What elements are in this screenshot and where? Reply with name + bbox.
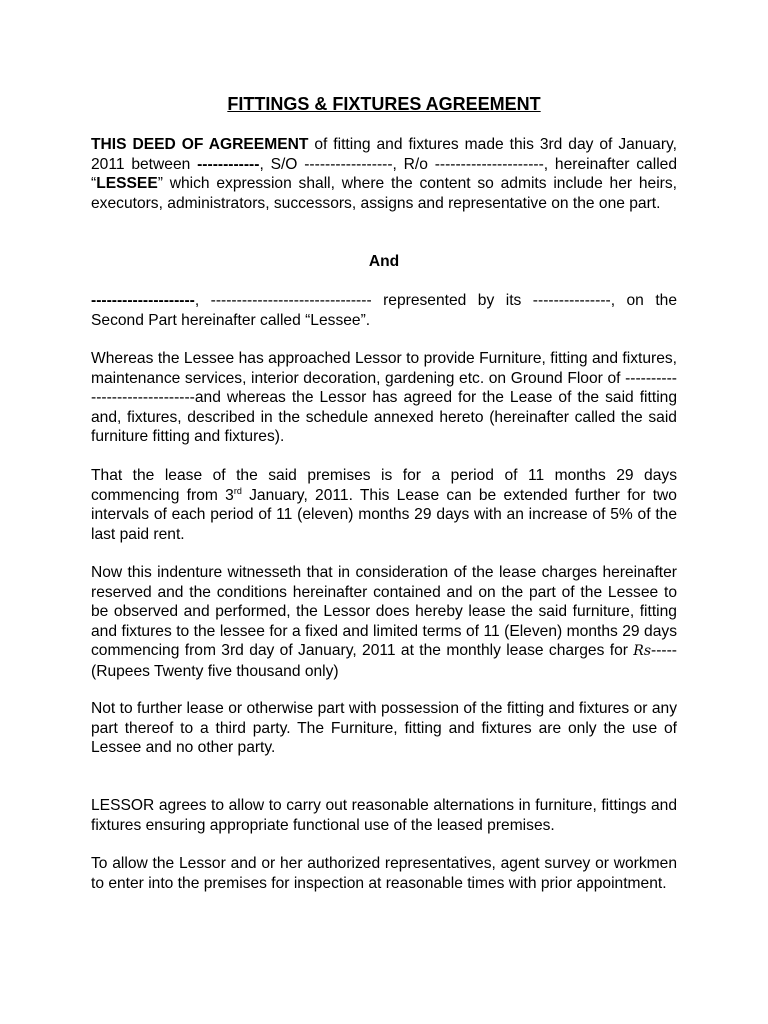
deed-lead: THIS DEED OF AGREEMENT <box>91 136 309 153</box>
paragraph-parties-lessee: THIS DEED OF AGREEMENT of fitting and fixtures made this 3rd day of January, 2011 between ------------, S/O -----------------, R/o ---------------------, hereinafter called “LESSEE” which expression shall, where the content so admits include her heirs, executors, administrators, successors, assigns and representative on the one part. <box>91 136 678 212</box>
paragraph-alterations: LESSOR agrees to allow to carry out reasonable alternations in furniture, fittings and fixtures ensuring appropriate functional use of the leased premises. <box>91 797 677 834</box>
paragraph-second-party: --------------------, ------------------------------- represented by its ---------------, on the Second Part hereinafter called “Lessee”. <box>91 292 677 329</box>
paragraph-indenture: Now this indenture witnesseth that in consideration of the lease charges hereinafter reserved and the conditions hereinafter contained and on the part of the Lessee to be observed and performed, the Lessor does hereby lease the said furniture, fitting and fixtures to the lessee for a fixed and limited terms of 11 (Eleven) months 29 days commencing from 3rd day of January, 2011 at the monthly lease charges for Rs----- (Rupees Twenty five thousand only) <box>91 564 677 680</box>
party-name-blank: ------------ <box>197 155 260 173</box>
second-party-blank: -------------------- <box>91 292 195 309</box>
lessee-term: LESSEE <box>96 175 158 193</box>
document-title: FITTINGS & FIXTURES AGREEMENT <box>227 94 541 114</box>
and-separator: And <box>368 253 400 270</box>
paragraph-inspection: To allow the Lessor and or her authorized representatives, agent survey or workmen to enter into the premises for inspection at reasonable times with prior appointment. <box>91 855 677 892</box>
paragraph-no-sublease: Not to further lease or otherwise part with possession of the fitting and fixtures or any part thereof to a third party. The Furniture, fitting and fixtures are only the use of Lessee and no other party. <box>91 700 677 757</box>
paragraph-lease-period: That the lease of the said premises is for a period of 11 months 29 days commencing from 3rd January, 2011. This Lease can be extended further for two intervals of each period of 11 (eleven) months 29 days with an increase of 5% of the last paid rent. <box>91 467 677 543</box>
paragraph-whereas: Whereas the Lessee has approached Lessor to provide Furniture, fitting and fixtures, maintenance services, interior decoration, gardening etc. on Ground Floor of ------------------------------and whereas the Lessor has agreed for the Lease of the said fitting and, fixtures, described in the schedule annexed hereto (hereinafter called the said furniture fitting and fixtures). <box>91 350 677 446</box>
